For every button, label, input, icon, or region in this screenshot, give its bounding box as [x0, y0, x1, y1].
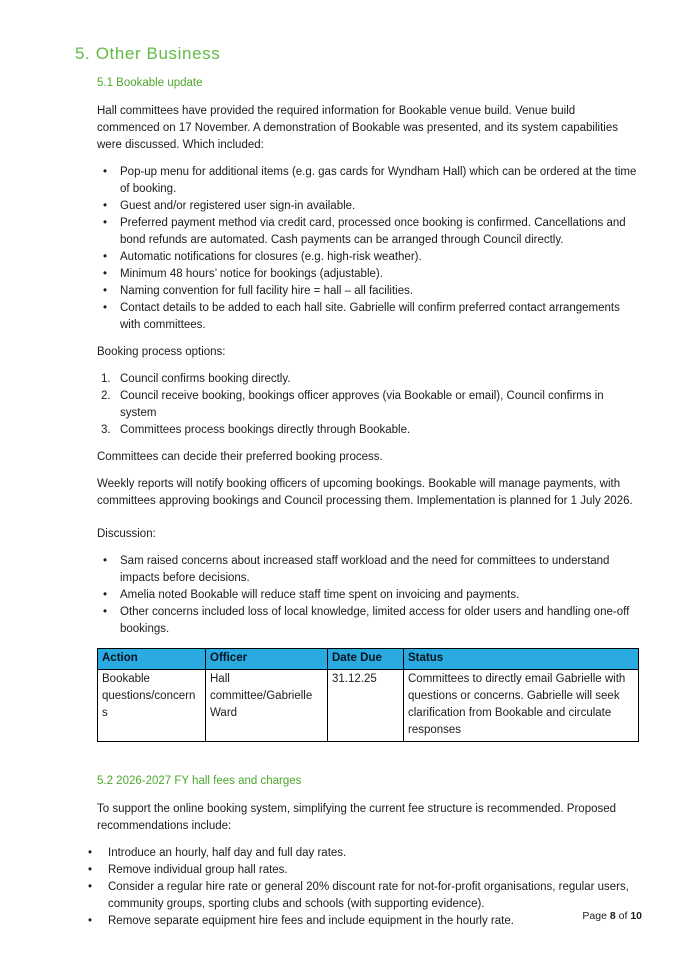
capabilities-bullet-list: [97, 164, 638, 334]
booking-process-numbered-list: [97, 371, 638, 439]
discussion-label: Discussion:: [97, 528, 156, 540]
list-item: • Amelia noted Bookable will reduce staff time spent on invoicing and payments.: [120, 587, 638, 604]
weekly-reports-paragraph: Weekly reports will notify booking officers of upcoming bookings. Bookable will manage payments, with committees approving bookings and Council processing them. Implementation is planned for 1 July 2026.: [97, 478, 633, 507]
table-cell-status: Committees to directly email Gabrielle with questions or concerns. Gabrielle will seek clarification from Bookable and circulate responses: [404, 670, 639, 742]
table-header-action: Action: [98, 649, 206, 670]
list-item: Committees process bookings directly through Bookable.: [120, 424, 411, 436]
booking-options-label: Booking process options:: [97, 346, 226, 358]
discussion-bullet-list: [97, 553, 638, 638]
table-cell-date-due: 31.12.25: [328, 670, 404, 742]
table-header-row: [98, 649, 639, 670]
list-item: • Contact details to be added to each hall site. Gabrielle will confirm preferred contact arrangements with committees.: [120, 300, 638, 334]
fees-intro-paragraph: To support the online booking system, simplifying the current fee structure is recommended. Proposed recommendations include:: [97, 803, 617, 832]
list-item: • Sam raised concerns about increased staff workload and the need for committees to understand impacts before decisions.: [120, 553, 638, 587]
decide-paragraph: Committees can decide their preferred booking process.: [97, 451, 383, 463]
action-table: [97, 648, 639, 742]
list-item: • Consider a regular hire rate or general 20% discount rate for not-for-profit organisations, regular users, community groups, sporting clubs and schools (with supporting evidence).: [108, 879, 638, 913]
fees-bullet-list: [88, 845, 638, 930]
subsection-5-1-title: 5.1 Bookable update: [97, 77, 203, 89]
section-heading: 5. Other Business: [75, 44, 221, 63]
table-header-date-due: Date Due: [328, 649, 404, 670]
table-cell-action: Bookable questions/concerns: [98, 670, 206, 742]
list-item: • Guest and/or registered user sign-in available.: [120, 198, 638, 215]
footer-page-prefix: Page: [582, 910, 607, 922]
subsection-5-2-title: 5.2 2026-2027 FY hall fees and charges: [97, 775, 302, 787]
page-footer: [582, 910, 642, 922]
list-item: Council confirms booking directly.: [120, 373, 291, 385]
list-item: • Introduce an hourly, half day and full day rates.: [108, 845, 638, 862]
footer-of-text: of: [618, 910, 628, 922]
table-row: [98, 670, 639, 742]
list-item: • Preferred payment method via credit card, processed once booking is confirmed. Cancellations and bond refunds are automated. Cash payments can be arranged through Council directly.: [120, 215, 638, 249]
list-item: • Remove separate equipment hire fees and include equipment in the hourly rate.: [108, 913, 638, 930]
list-item: • Other concerns included loss of local knowledge, limited access for older users and handling one-off bookings.: [120, 604, 638, 638]
table-header-status: Status: [404, 649, 639, 670]
list-item: • Pop-up menu for additional items (e.g. gas cards for Wyndham Hall) which can be ordered at the time of booking.: [120, 164, 638, 198]
list-item: Council receive booking, bookings officer approves (via Bookable or email), Council confirms in system: [120, 390, 604, 419]
intro-paragraph: Hall committees have provided the required information for Bookable venue build. Venue build commenced on 17 November. A demonstration of Bookable was presented, and its system capabilities were discussed. Which included:: [97, 105, 618, 151]
footer-page-number: 8: [609, 910, 616, 922]
list-item: • Naming convention for full facility hire = hall – all facilities.: [120, 283, 638, 300]
list-item: • Remove individual group hall rates.: [108, 862, 638, 879]
table-header-officer: Officer: [206, 649, 328, 670]
list-item: • Automatic notifications for closures (e.g. high-risk weather).: [120, 249, 638, 266]
footer-total-pages: 10: [630, 910, 642, 922]
table-cell-officer: Hall committee/Gabrielle Ward: [206, 670, 328, 742]
list-item: • Minimum 48 hours’ notice for bookings (adjustable).: [120, 266, 638, 283]
